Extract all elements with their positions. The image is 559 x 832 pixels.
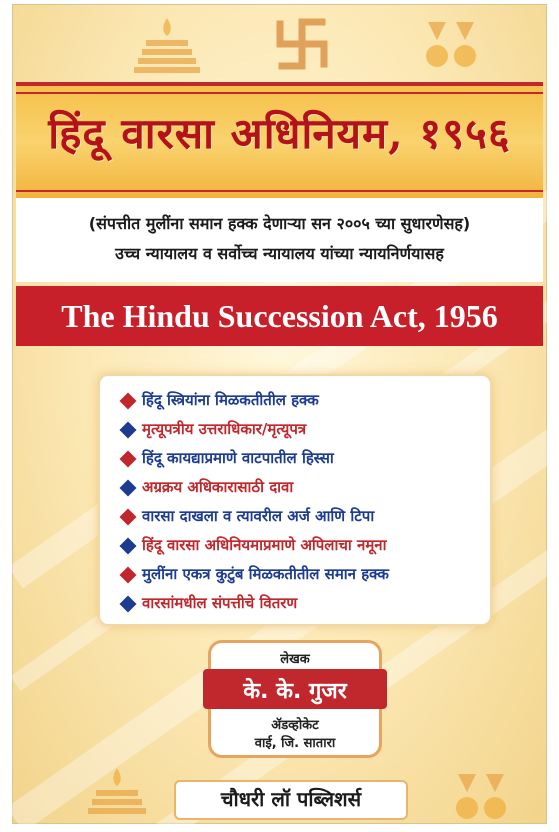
list-item-text: वारसांमधील संपत्तीचे वितरण — [142, 594, 298, 612]
list-item-text: हिंदू कायद्याप्रमाणे वाटपातील हिस्सा — [142, 449, 334, 467]
list-item-text: मुलींना एकत्र कुटुंब मिळकतीतील समान हक्क — [142, 565, 389, 583]
list-item — [122, 593, 297, 613]
list-item — [122, 390, 319, 410]
book-cover — [12, 4, 547, 824]
kalash-icon — [452, 768, 512, 824]
lamp-icon — [132, 14, 202, 76]
list-item-text: अग्रक्रय अधिकारासाठी दावा — [142, 478, 294, 496]
list-item-text: हिंदू वारसा अधिनियमाप्रमाणे अपिलाचा नमूना — [142, 536, 387, 554]
author-place: वाई, जि. सातारा — [254, 736, 336, 751]
kalash-icon — [422, 16, 482, 76]
list-item — [122, 419, 306, 439]
title-band-rule — [16, 190, 543, 192]
english-title-band — [16, 286, 543, 346]
marathi-title: हिंदू वारसा अधिनियम, १९५६ — [48, 109, 511, 158]
list-item-text: हिंदू स्त्रियांना मिळकतीतील हक्क — [142, 391, 319, 409]
subtitle-box — [16, 198, 543, 282]
author-name: के. के. गुजर — [243, 679, 347, 704]
topics-list — [98, 374, 492, 626]
list-item — [122, 448, 334, 468]
subtitle-line-1: (संपत्तीत मुलींना समान हक्क देणाऱ्या सन २००५ च्या सुधारणेसह) — [88, 214, 471, 233]
author-name-band — [203, 669, 387, 709]
list-item-text: मृत्यूपत्रीय उत्तराधिकार/मृत्यूपत्र — [142, 420, 307, 438]
diamond-bullet-icon — [120, 479, 137, 496]
list-item — [122, 535, 387, 555]
diamond-bullet-icon — [120, 450, 137, 467]
author-label: लेखक — [280, 652, 310, 667]
diamond-bullet-icon — [120, 537, 137, 554]
author-box — [208, 640, 382, 758]
list-item — [122, 477, 293, 497]
diamond-bullet-icon — [120, 421, 137, 438]
list-item — [122, 506, 374, 526]
diamond-bullet-icon — [120, 508, 137, 525]
list-item — [122, 564, 389, 584]
diamond-bullet-icon — [120, 392, 137, 409]
title-band-rule — [16, 92, 543, 94]
subtitle-line-2: उच्च न्यायालय व सर्वोच्च न्यायालय यांच्या न्यायनिर्णयासह — [115, 244, 444, 263]
english-title: The Hindu Succession Act, 1956 — [61, 298, 498, 334]
list-item-text: वारसा दाखला व त्यावरील अर्ज आणि टिपा — [142, 507, 375, 525]
diamond-bullet-icon — [120, 566, 137, 583]
swastika-icon — [274, 16, 330, 72]
lamp-icon — [82, 764, 152, 824]
author-role: ॲडव्होकेट — [271, 718, 319, 733]
title-band — [16, 82, 543, 202]
publisher-name: चौधरी लॉ पब्लिशर्स — [174, 780, 408, 820]
diamond-bullet-icon — [120, 595, 137, 612]
